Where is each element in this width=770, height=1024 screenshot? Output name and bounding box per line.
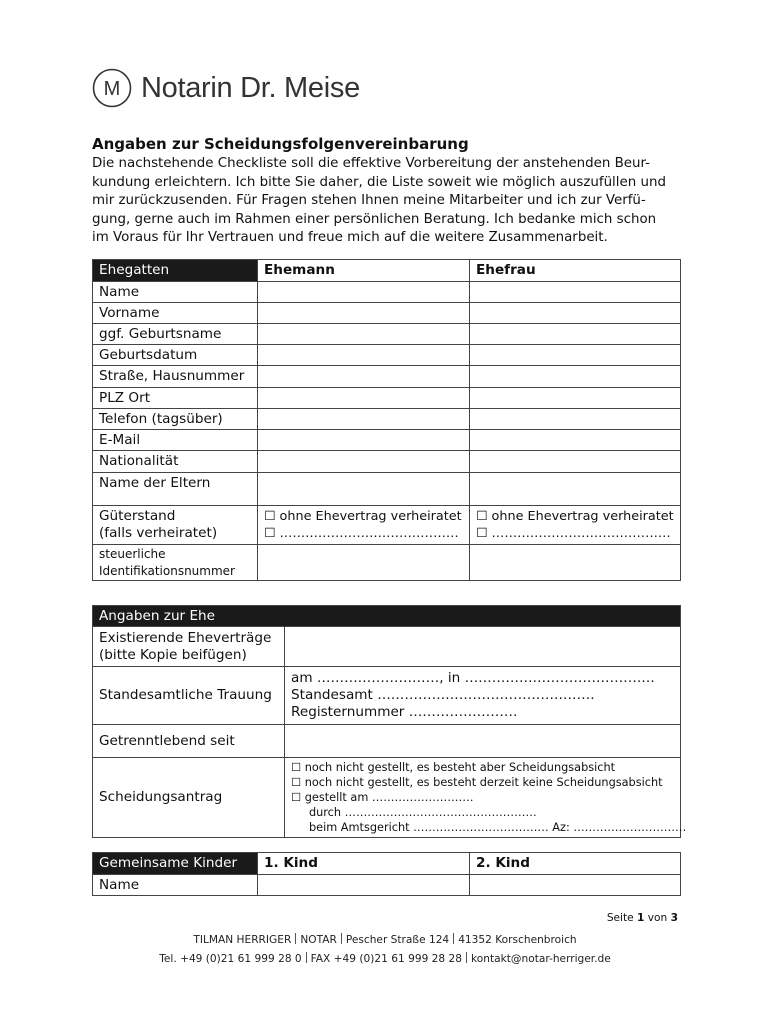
row-label: Straße, Hausnummer — [93, 366, 258, 388]
checkbox-no-application-intent[interactable]: ☐ noch nicht gestellt, es besteht aber Scheidungsabsicht — [291, 761, 616, 774]
child-1-header: 1. Kind — [258, 853, 470, 875]
wife-field[interactable] — [470, 345, 681, 366]
svg-text:M: M — [103, 78, 121, 100]
husband-field[interactable] — [258, 345, 470, 366]
property-regime-line: (falls verheiratet) — [99, 525, 218, 541]
husband-field[interactable] — [258, 324, 470, 345]
wife-field[interactable] — [470, 282, 681, 303]
husband-field[interactable] — [258, 303, 470, 324]
intro-paragraph — [92, 155, 692, 248]
footer-divider — [466, 952, 467, 963]
court-line[interactable]: beim Amtsgericht ……………………………… Az: ………………………… — [291, 821, 687, 834]
property-regime-label — [93, 506, 258, 545]
row-label: Telefon (tagsüber) — [93, 409, 258, 430]
logo-mark-icon — [92, 68, 132, 108]
divorce-label: Scheidungsantrag — [93, 758, 285, 838]
wife-field[interactable] — [470, 430, 681, 451]
intro-line: mir zurückzusenden. Für Fragen stehen Ihnen meine Mitarbeiter und ich zur Verfü- — [92, 193, 646, 208]
tax-id-line: steuerliche — [99, 546, 166, 561]
wife-tax-id-field[interactable] — [470, 545, 681, 581]
children-header: Gemeinsame Kinder — [93, 853, 258, 875]
filed-by-line[interactable]: durch …………………………………………… — [291, 806, 537, 819]
property-regime-line: Güterstand — [99, 508, 176, 524]
footer-name: TILMAN HERRIGER — [193, 934, 292, 946]
intro-line: gung, gerne auch im Rahmen einer persönlichen Beratung. Ich bedanke mich schon — [92, 211, 657, 227]
footer-street: Pescher Straße 124 — [345, 934, 450, 946]
husband-field[interactable] — [258, 473, 470, 506]
footer-divider — [306, 952, 307, 963]
tax-id-line: Identifikationsnummer — [99, 563, 235, 578]
row-label: Name — [93, 875, 258, 896]
wife-field[interactable] — [470, 451, 681, 473]
wife-field[interactable] — [470, 324, 681, 345]
logo — [92, 68, 360, 108]
wife-field[interactable] — [470, 409, 681, 430]
husband-header: Ehemann — [258, 260, 470, 282]
footer-divider — [453, 933, 454, 944]
husband-field[interactable] — [258, 409, 470, 430]
row-label: E-Mail — [93, 430, 258, 451]
contracts-label — [93, 627, 285, 667]
wife-field[interactable] — [470, 473, 681, 506]
intro-line: kundung erleichtern. Ich bitte Sie daher, die Liste soweit wie möglich auszufüllen und — [92, 174, 666, 190]
footer-title: NOTAR — [300, 934, 337, 946]
separated-field[interactable] — [285, 725, 681, 758]
husband-field[interactable] — [258, 366, 470, 388]
footer-line-2 — [0, 952, 770, 965]
wedding-label: Standesamtliche Trauung — [93, 667, 285, 725]
checkbox-other[interactable]: ☐ …………………………………… — [476, 526, 671, 541]
contracts-line: (bitte Kopie beifügen) — [99, 646, 247, 663]
row-label: Name — [93, 282, 258, 303]
row-label: Vorname — [93, 303, 258, 324]
divorce-options — [285, 758, 687, 838]
tax-id-label — [93, 545, 258, 581]
logo-text: Notarin Dr. Meise — [141, 71, 360, 104]
footer-line-1 — [0, 933, 770, 946]
child-2-field[interactable] — [470, 875, 681, 896]
row-label: Name der Eltern — [93, 473, 258, 506]
checkbox-no-contract[interactable]: ☐ ohne Ehevertrag verheiratet — [264, 509, 462, 524]
wedding-register-number[interactable]: Registernummer …………………… — [291, 704, 518, 720]
child-2-header: 2. Kind — [470, 853, 681, 875]
intro-line: im Voraus für Ihr Vertrauen und freue mich auf die weitere Zusammenarbeit. — [92, 230, 608, 245]
footer-city: 41352 Korschenbroich — [458, 934, 577, 946]
checkbox-filed[interactable]: ☐ gestellt am ……………………… — [291, 791, 474, 804]
husband-field[interactable] — [258, 451, 470, 473]
husband-field[interactable] — [258, 430, 470, 451]
checkbox-no-application-no-intent[interactable]: ☐ noch nicht gestellt, es besteht derzeit keine Scheidungsabsicht — [291, 776, 663, 789]
contracts-field[interactable] — [285, 627, 681, 667]
checkbox-other[interactable]: ☐ …………………………………… — [264, 526, 459, 541]
wife-header: Ehefrau — [470, 260, 681, 282]
row-label: ggf. Geburtsname — [93, 324, 258, 345]
wedding-date-place[interactable]: am ………………………, in …………………………………… — [291, 670, 655, 686]
children-table — [92, 852, 681, 896]
row-label: Nationalität — [93, 451, 258, 473]
marriage-header: Angaben zur Ehe — [93, 606, 681, 627]
footer-fax: FAX +49 (0)21 61 999 28 28 — [310, 953, 463, 965]
husband-property-options — [258, 506, 470, 545]
footer-divider — [295, 933, 296, 944]
marriage-table — [92, 605, 687, 838]
wife-property-options — [470, 506, 681, 545]
row-label: Geburtsdatum — [93, 345, 258, 366]
page-number: Seite 1 von 3 — [606, 912, 678, 924]
husband-tax-id-field[interactable] — [258, 545, 470, 581]
footer-phone: Tel. +49 (0)21 61 999 28 0 — [159, 953, 302, 965]
wife-field[interactable] — [470, 366, 681, 388]
row-label: PLZ Ort — [93, 388, 258, 409]
checkbox-no-contract[interactable]: ☐ ohne Ehevertrag verheiratet — [476, 509, 674, 524]
wedding-registry-office[interactable]: Standesamt ………………………………………… — [291, 687, 595, 703]
child-1-field[interactable] — [258, 875, 470, 896]
intro-line: Die nachstehende Checkliste soll die effektive Vorbereitung der anstehenden Beur- — [92, 156, 650, 171]
husband-field[interactable] — [258, 282, 470, 303]
husband-field[interactable] — [258, 388, 470, 409]
spouses-header: Ehegatten — [93, 260, 258, 282]
separated-label: Getrenntlebend seit — [93, 725, 285, 758]
footer-email: kontakt@notar-herriger.de — [471, 953, 611, 965]
footer-divider — [341, 933, 342, 944]
wife-field[interactable] — [470, 303, 681, 324]
page-title: Angaben zur Scheidungsfolgenvereinbarung — [92, 135, 469, 153]
contracts-line: Existierende Eheverträge — [99, 629, 272, 646]
wife-field[interactable] — [470, 388, 681, 409]
spouses-table — [92, 259, 681, 581]
wedding-details — [285, 667, 681, 725]
